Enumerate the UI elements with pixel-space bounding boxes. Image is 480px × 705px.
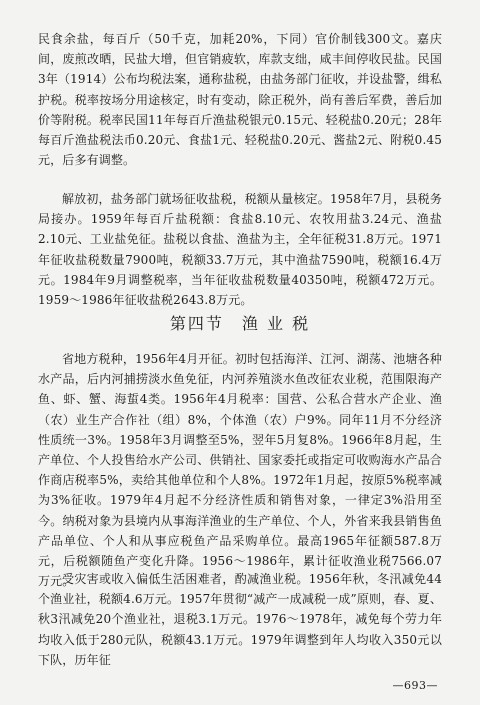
paragraph-fishery-tax-relief: 受灾害或收入偏低生活困难者，酌减渔业税。1956年秋，冬汛减免44个渔业社，税额4.6万元。1957年贯彻“减产一成减税一成”原则，春、夏、秋3汛减免20个渔业社，退税3.1万元。1976～1978年，减免每个劳力年均收入低于280元队，税额43.1万元。1979年调整到年人均收入350元以下队，历年征 bbox=[38, 572, 442, 667]
page-number: —693— bbox=[392, 679, 438, 692]
section-heading: 第四节 渔 业 税 bbox=[169, 314, 311, 333]
paragraph-fishery-tax: 省地方税种，1956年4月开征。初时包括海洋、江河、湖荡、池塘各种水产品，后内河捕捞淡水鱼免征，内河养殖淡水鱼改征农业税，范围限海产鱼、虾、蟹、海蜇4类。1956年4月税率：国营、公私合营水产企业、渔（农）业生产合作社（组）8%，个体渔（农）户9%。同年11月不分经济性质统一3%。1958年3月调整至5%，翌年5月复8%。1966年8月起，生产单位、个人投售给水产公司、供销社、国家委托或指定可收购海水产品合作商店税率5%，卖给其他单位和个人8%。1972年1月起，按原5%税率减为3%征收。1979年4月起不分经济性质和销售对象，一律定3%沿用至今。纳税对象为县境内从事海洋渔业的生产单位、个人，外省来我县销售鱼产品单位、个人和从事应税鱼产品采购单位。最高1965年征额587.8万元，后税额随鱼产变化升降。1956～1986年，累计征收渔业税7566.07万元。 bbox=[38, 352, 442, 589]
paragraph-salt-tax-post-liberation: 解放初，盐务部门就场征收盐税，税额从量核定。1958年7月，县税务局接办。1959年每百斤盐税额：食盐8.10元、农牧用盐3.24元、渔盐2.10元、工业盐免征。盐税以食盐、渔盐为主，全年征税31.8万元。1971年征收盐税数量7900吨，税额33.7万元，其中渔盐7590吨，税额16.4万元。1984年9月调整税率，当年征收盐税数量40350吨，税额472万元。1959～1986年征收盐税2643.8万元。 bbox=[38, 192, 442, 308]
paragraph-salt-tax-history: 民食余盐，每百斤（50千克，加耗20%，下同）官价制钱300文。嘉庆间，废煎改晒，民盐大增，但官销疲软，库款支绌，咸丰间停收民盐。民国3年（1914）公布均税法案，通称盐税，由盐务部门征收，并设盐警，缉私护税。税率按场分用途核定，时有变动，除正税外，尚有善后军费，善后加价等附税。税率民国11年每百斤渔盐税银元0.15元、轻税盐0.20元；28年每百斤渔盐税法币0.20元、食盐1元、轻税盐0.20元、酱盐2元、附税0.45元，后多有调整。 bbox=[38, 32, 442, 168]
